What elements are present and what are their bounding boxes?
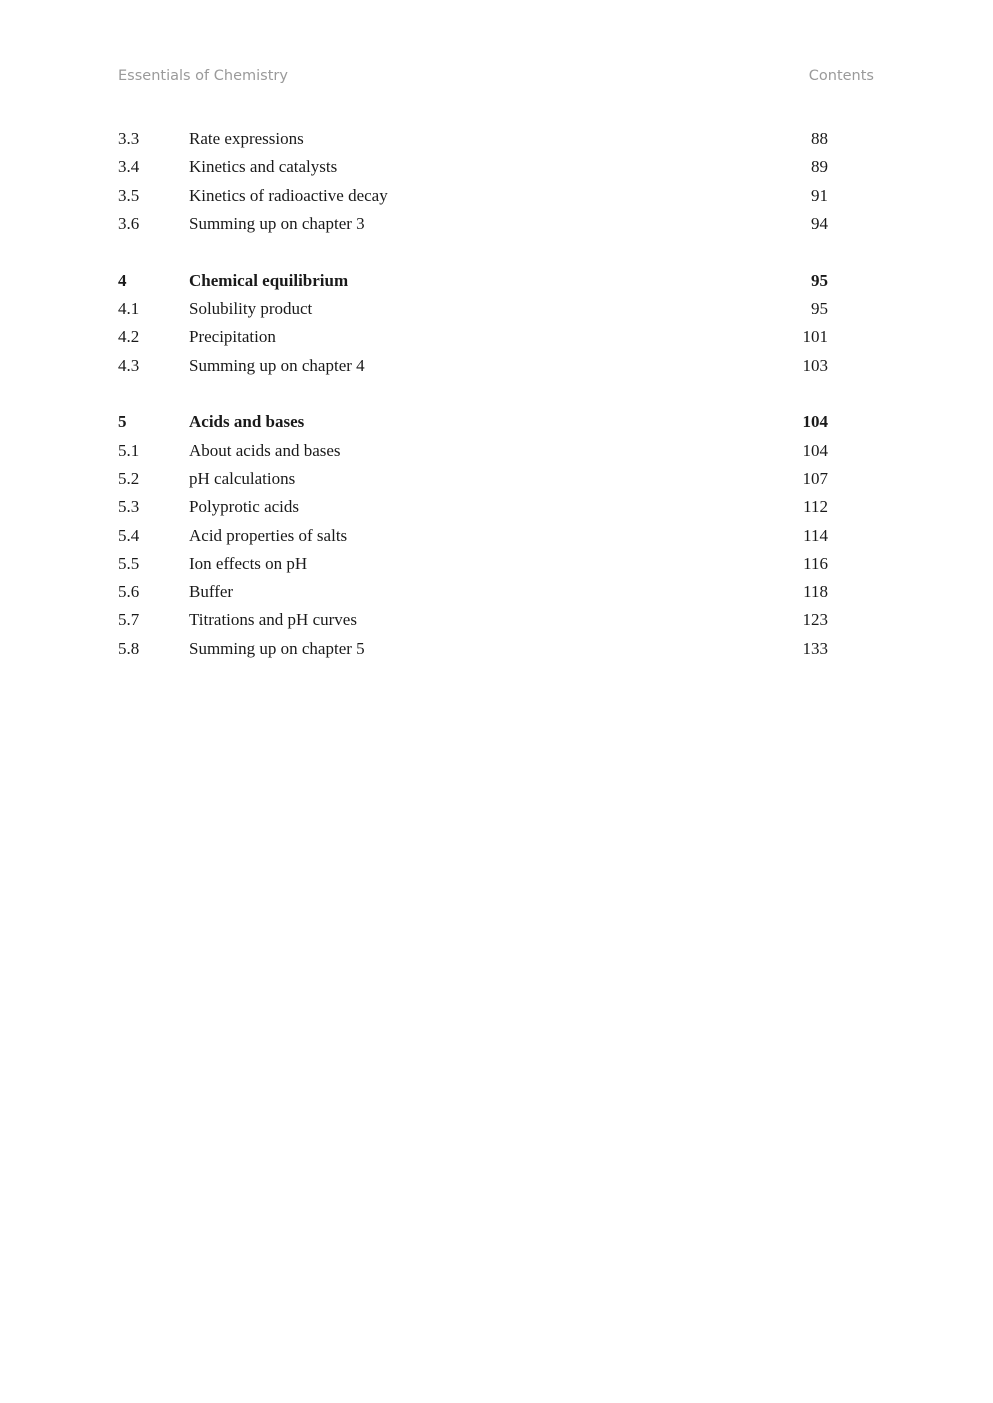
entry-title: Kinetics of radioactive decay <box>189 185 388 205</box>
entry-title: Summing up on chapter 5 <box>189 638 365 658</box>
entry-number: 4.2 <box>118 327 140 347</box>
entry-number: 5.1 <box>118 440 140 460</box>
entry-page-number: 88 <box>811 129 828 148</box>
toc-entry[interactable] <box>118 606 828 634</box>
toc-entry[interactable] <box>118 352 828 380</box>
toc-group <box>118 267 828 380</box>
entry-number: 5.7 <box>118 610 140 630</box>
entry-page-number: 95 <box>811 298 828 318</box>
entry-page-number: 95 <box>811 270 828 290</box>
entry-number: 3.5 <box>118 185 140 205</box>
entry-number: 3.4 <box>118 157 140 177</box>
toc-group <box>118 125 828 238</box>
toc-entry[interactable] <box>118 210 828 238</box>
entry-title: About acids and bases <box>189 440 341 460</box>
entry-number: 5.6 <box>118 582 140 602</box>
entry-title: Acid properties of salts <box>189 525 348 545</box>
toc-entry[interactable] <box>118 182 828 210</box>
entry-page-number: 103 <box>802 355 828 375</box>
entry-title: Summing up on chapter 4 <box>189 355 365 375</box>
entry-page-number: 133 <box>802 638 828 658</box>
entry-page-number: 104 <box>802 440 828 460</box>
entry-number: 4 <box>118 270 127 290</box>
toc-group <box>118 408 828 663</box>
entry-number: 5.3 <box>118 497 140 517</box>
entry-title: Kinetics and catalysts <box>189 157 338 177</box>
entry-number: 4.1 <box>118 298 140 318</box>
entry-number: 3.3 <box>118 129 140 148</box>
entry-page-number: 101 <box>802 327 828 347</box>
entry-number: 5 <box>118 412 127 432</box>
toc-entry[interactable] <box>118 550 828 578</box>
entry-page-number: 89 <box>811 157 828 177</box>
entry-number: 3.6 <box>118 213 140 233</box>
toc-entry[interactable] <box>118 323 828 351</box>
entry-title: Acids and bases <box>189 412 305 432</box>
running-title: Essentials of Chemistry <box>118 68 288 84</box>
entry-number: 5.8 <box>118 638 140 658</box>
entry-page-number: 116 <box>803 553 828 573</box>
entry-title: Chemical equilibrium <box>189 270 349 290</box>
toc-entry[interactable] <box>118 437 828 465</box>
entry-page-number: 94 <box>811 213 828 233</box>
entry-page-number: 118 <box>803 582 828 602</box>
entry-page-number: 123 <box>802 610 828 630</box>
toc-chapter-entry[interactable] <box>118 267 828 295</box>
entry-title: Summing up on chapter 3 <box>189 213 365 233</box>
entry-number: 5.4 <box>118 525 140 545</box>
toc-entry[interactable] <box>118 153 828 181</box>
entry-page-number: 104 <box>802 412 828 432</box>
page-header <box>118 68 874 92</box>
entry-title: Polyprotic acids <box>189 497 300 517</box>
toc-entry[interactable] <box>118 125 828 153</box>
entry-page-number: 107 <box>802 468 828 488</box>
entry-title: Solubility product <box>189 298 313 318</box>
entry-number: 5.5 <box>118 553 140 573</box>
entry-page-number: 112 <box>803 497 828 517</box>
entry-page-number: 114 <box>803 525 828 545</box>
entry-number: 5.2 <box>118 468 140 488</box>
entry-number: 4.3 <box>118 355 140 375</box>
toc-chapter-entry[interactable] <box>118 408 828 436</box>
entry-title: Rate expressions <box>189 129 304 148</box>
section-title: Contents <box>808 68 874 84</box>
entry-title: Precipitation <box>189 327 276 347</box>
entry-page-number: 91 <box>811 185 828 205</box>
toc-entry[interactable] <box>118 295 828 323</box>
toc-entry[interactable] <box>118 635 828 663</box>
table-of-contents <box>118 125 828 692</box>
toc-entry[interactable] <box>118 493 828 521</box>
entry-title: pH calculations <box>189 468 296 488</box>
entry-title: Buffer <box>189 582 234 602</box>
entry-title: Titrations and pH curves <box>189 610 357 630</box>
toc-entry[interactable] <box>118 522 828 550</box>
toc-entry[interactable] <box>118 465 828 493</box>
entry-title: Ion effects on pH <box>189 553 308 573</box>
toc-entry[interactable] <box>118 578 828 606</box>
